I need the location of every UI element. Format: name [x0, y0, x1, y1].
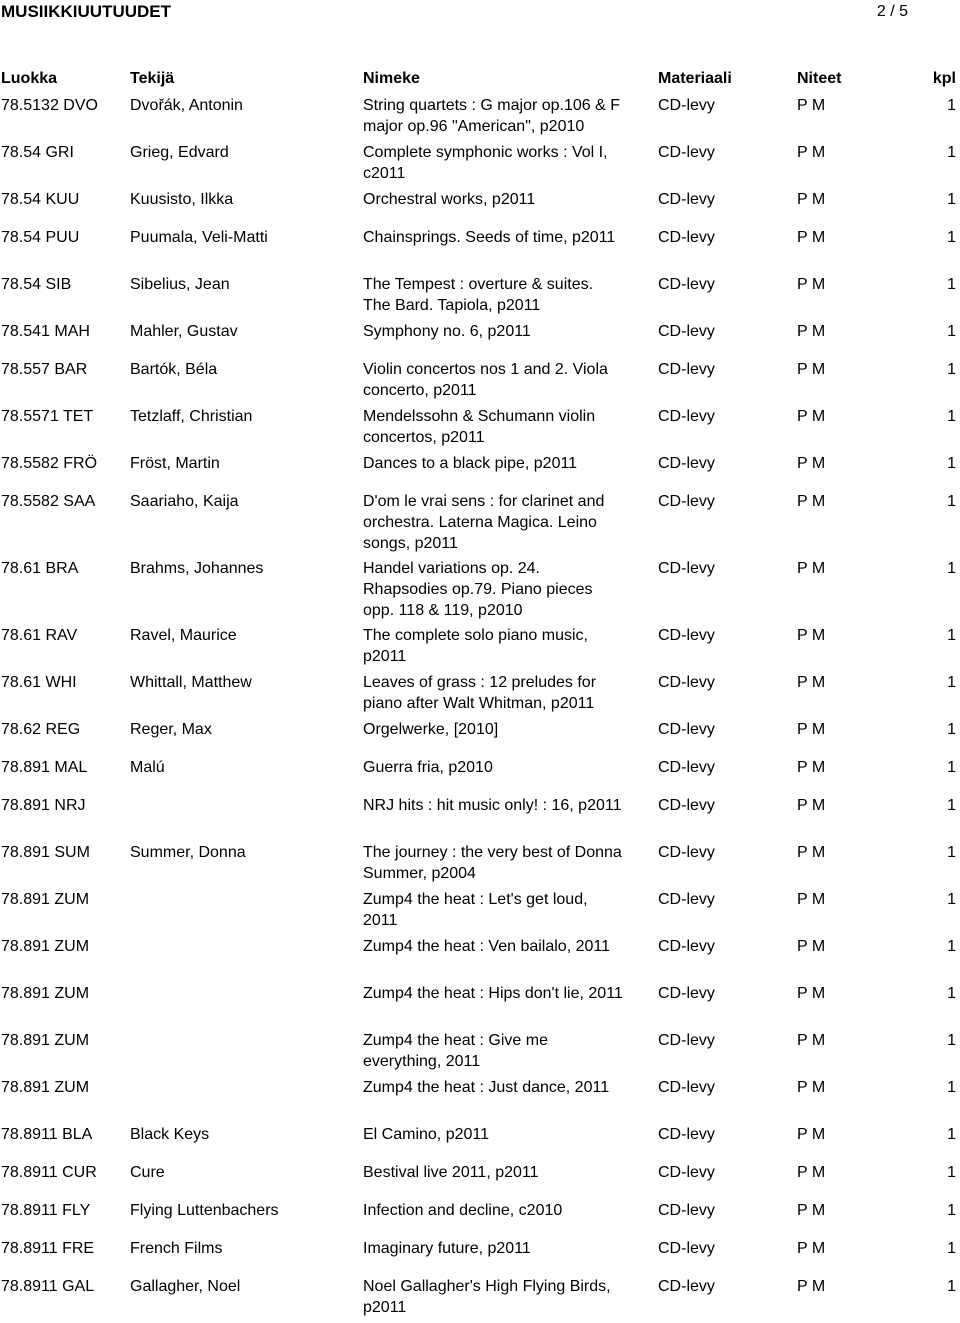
- cell-niteet: P M: [797, 229, 826, 246]
- cell-nimeke: Zump4 the heat : Let's get loud, 2011: [363, 891, 588, 929]
- cell-nimeke: Chainsprings. Seeds of time, p2011: [363, 229, 616, 246]
- cell-materiaali: CD-levy: [658, 1240, 715, 1257]
- cell-tekija: Kuusisto, Ilkka: [130, 191, 234, 208]
- cell-materiaali: CD-levy: [658, 627, 715, 644]
- cell-luokka: 78.891 ZUM: [1, 985, 90, 1002]
- cell-luokka: 78.8911 BLA: [1, 1126, 93, 1143]
- cell-materiaali: CD-levy: [658, 493, 715, 510]
- table-row: [0, 842, 960, 889]
- cell-luokka: 78.8911 FLY: [1, 1202, 91, 1219]
- cell-kpl: 1: [947, 455, 956, 472]
- cell-luokka: 78.891 SUM: [1, 844, 90, 861]
- column-header-luokka: Luokka: [1, 70, 58, 87]
- cell-niteet: P M: [797, 721, 826, 738]
- cell-materiaali: CD-levy: [658, 985, 715, 1002]
- cell-kpl: 1: [947, 1032, 956, 1049]
- cell-luokka: 78.891 NRJ: [1, 797, 86, 814]
- column-header-nimeke: Nimeke: [363, 70, 420, 87]
- cell-nimeke: Noel Gallagher's High Flying Birds, p2011: [363, 1278, 611, 1316]
- cell-tekija: Whittall, Matthew: [130, 674, 252, 691]
- table-row: [0, 189, 960, 227]
- table-row: [0, 1276, 960, 1323]
- cell-luokka: 78.54 KUU: [1, 191, 80, 208]
- cell-niteet: P M: [797, 361, 826, 378]
- cell-nimeke: Zump4 the heat : Give me everything, 2011: [363, 1032, 548, 1070]
- cell-tekija: Black Keys: [130, 1126, 210, 1143]
- cell-kpl: 1: [947, 985, 956, 1002]
- cell-materiaali: CD-levy: [658, 560, 715, 577]
- cell-nimeke: El Camino, p2011: [363, 1126, 489, 1143]
- column-header-kpl: kpl: [932, 70, 956, 87]
- table-row: [0, 95, 960, 142]
- cell-nimeke: The complete solo piano music, p2011: [363, 627, 588, 665]
- cell-tekija: Reger, Max: [130, 721, 212, 738]
- cell-tekija: Dvořák, Antonin: [130, 97, 243, 114]
- cell-materiaali: CD-levy: [658, 1164, 715, 1181]
- cell-kpl: 1: [947, 797, 956, 814]
- cell-tekija: Grieg, Edvard: [130, 144, 229, 161]
- cell-materiaali: CD-levy: [658, 1278, 715, 1295]
- cell-materiaali: CD-levy: [658, 1079, 715, 1096]
- cell-nimeke: Guerra fria, p2010: [363, 759, 493, 776]
- cell-materiaali: CD-levy: [658, 323, 715, 340]
- cell-niteet: P M: [797, 1240, 826, 1257]
- cell-kpl: 1: [947, 1126, 956, 1143]
- cell-nimeke: Zump4 the heat : Ven bailalo, 2011: [363, 938, 610, 955]
- cell-nimeke: Symphony no. 6, p2011: [363, 323, 531, 340]
- cell-luokka: 78.61 BRA: [1, 560, 79, 577]
- cell-luokka: 78.8911 FRE: [1, 1240, 95, 1257]
- cell-niteet: P M: [797, 1032, 826, 1049]
- table-row: [0, 1077, 960, 1124]
- cell-niteet: P M: [797, 674, 826, 691]
- cell-luokka: 78.891 ZUM: [1, 1032, 90, 1049]
- cell-materiaali: CD-levy: [658, 759, 715, 776]
- cell-nimeke: Orchestral works, p2011: [363, 191, 536, 208]
- cell-materiaali: CD-levy: [658, 674, 715, 691]
- cell-kpl: 1: [947, 938, 956, 955]
- cell-nimeke: Handel variations op. 24. Rhapsodies op.79. Piano pieces opp. 118 & 119, p2010: [363, 560, 593, 619]
- cell-tekija: Bartók, Béla: [130, 361, 218, 378]
- cell-luokka: 78.8911 CUR: [1, 1164, 97, 1181]
- cell-nimeke: The Tempest : overture & suites. The Bard. Tapiola, p2011: [363, 276, 594, 314]
- cell-niteet: P M: [797, 191, 826, 208]
- cell-kpl: 1: [947, 560, 956, 577]
- cell-niteet: P M: [797, 1278, 826, 1295]
- cell-nimeke: Leaves of grass : 12 preludes for piano after Walt Whitman, p2011: [363, 674, 597, 712]
- cell-kpl: 1: [947, 1202, 956, 1219]
- table-row: [0, 936, 960, 983]
- cell-tekija: Gallagher, Noel: [130, 1278, 241, 1295]
- cell-luokka: 78.891 ZUM: [1, 1079, 90, 1096]
- table-row: [0, 672, 960, 719]
- cell-luokka: 78.5132 DVO: [1, 97, 98, 114]
- table-row: [0, 359, 960, 406]
- cell-nimeke: Orgelwerke, [2010]: [363, 721, 499, 738]
- cell-materiaali: CD-levy: [658, 191, 715, 208]
- table-row: [0, 227, 960, 274]
- table-row: [0, 1162, 960, 1200]
- cell-niteet: P M: [797, 276, 826, 293]
- cell-tekija: Brahms, Johannes: [130, 560, 264, 577]
- cell-nimeke: Imaginary future, p2011: [363, 1240, 531, 1257]
- cell-nimeke: Zump4 the heat : Hips don't lie, 2011: [363, 985, 623, 1002]
- cell-nimeke: Mendelssohn & Schumann violin concertos, p2011: [363, 408, 596, 446]
- cell-niteet: P M: [797, 323, 826, 340]
- cell-niteet: P M: [797, 797, 826, 814]
- cell-luokka: 78.891 ZUM: [1, 891, 90, 908]
- cell-nimeke: Bestival live 2011, p2011: [363, 1164, 539, 1181]
- cell-niteet: P M: [797, 844, 826, 861]
- cell-luokka: 78.541 MAH: [1, 323, 90, 340]
- cell-niteet: P M: [797, 493, 826, 510]
- cell-tekija: Sibelius, Jean: [130, 276, 230, 293]
- cell-niteet: P M: [797, 985, 826, 1002]
- table-body: [0, 95, 960, 1323]
- cell-tekija: Puumala, Veli-Matti: [130, 229, 268, 246]
- cell-materiaali: CD-levy: [658, 844, 715, 861]
- cell-materiaali: CD-levy: [658, 1032, 715, 1049]
- cell-tekija: Tetzlaff, Christian: [130, 408, 253, 425]
- cell-niteet: P M: [797, 759, 826, 776]
- cell-kpl: 1: [947, 1079, 956, 1096]
- cell-niteet: P M: [797, 938, 826, 955]
- cell-tekija: Malú: [130, 759, 165, 776]
- cell-nimeke: Complete symphonic works : Vol I, c2011: [363, 144, 608, 182]
- table-row: [0, 889, 960, 936]
- cell-luokka: 78.54 SIB: [1, 276, 72, 293]
- cell-luokka: 78.891 ZUM: [1, 938, 90, 955]
- table-row: [0, 274, 960, 321]
- cell-luokka: 78.62 REG: [1, 721, 81, 738]
- cell-materiaali: CD-levy: [658, 721, 715, 738]
- table-row: [0, 491, 960, 558]
- cell-luokka: 78.8911 GAL: [1, 1278, 95, 1295]
- column-header-materiaali: Materiaali: [658, 70, 732, 87]
- table-row: [0, 406, 960, 453]
- cell-tekija: Summer, Donna: [130, 844, 246, 861]
- cell-kpl: 1: [947, 361, 956, 378]
- cell-niteet: P M: [797, 891, 826, 908]
- table-row: [0, 1200, 960, 1238]
- table-row: [0, 625, 960, 672]
- cell-luokka: 78.891 MAL: [1, 759, 88, 776]
- cell-luokka: 78.5582 SAA: [1, 493, 96, 510]
- cell-tekija: Saariaho, Kaija: [130, 493, 239, 510]
- cell-kpl: 1: [947, 1278, 956, 1295]
- cell-tekija: Flying Luttenbachers: [130, 1202, 279, 1219]
- table-row: [0, 321, 960, 359]
- table-row: [0, 1124, 960, 1162]
- table-header: [0, 68, 960, 89]
- cell-tekija: French Films: [130, 1240, 223, 1257]
- cell-luokka: 78.5582 FRÖ: [1, 455, 98, 472]
- cell-kpl: 1: [947, 323, 956, 340]
- cell-luokka: 78.557 BAR: [1, 361, 88, 378]
- column-header-tekija: Tekijä: [130, 70, 175, 87]
- cell-nimeke: The journey : the very best of Donna Summer, p2004: [363, 844, 622, 882]
- table-row: [0, 1238, 960, 1276]
- table-row: [0, 1030, 960, 1077]
- cell-materiaali: CD-levy: [658, 938, 715, 955]
- cell-kpl: 1: [947, 276, 956, 293]
- table-row: [0, 983, 960, 1030]
- cell-kpl: 1: [947, 844, 956, 861]
- cell-nimeke: NRJ hits : hit music only! : 16, p2011: [363, 797, 622, 814]
- cell-nimeke: Dances to a black pipe, p2011: [363, 455, 578, 472]
- table-row: [0, 757, 960, 795]
- cell-tekija: Cure: [130, 1164, 165, 1181]
- cell-kpl: 1: [947, 191, 956, 208]
- cell-tekija: Mahler, Gustav: [130, 323, 238, 340]
- cell-kpl: 1: [947, 144, 956, 161]
- table-row: [0, 453, 960, 491]
- cell-kpl: 1: [947, 891, 956, 908]
- cell-luokka: 78.61 RAV: [1, 627, 78, 644]
- cell-materiaali: CD-levy: [658, 797, 715, 814]
- cell-tekija: Ravel, Maurice: [130, 627, 237, 644]
- cell-luokka: 78.5571 TET: [1, 408, 94, 425]
- cell-materiaali: CD-levy: [658, 408, 715, 425]
- cell-nimeke: Violin concertos nos 1 and 2. Viola concerto, p2011: [363, 361, 608, 399]
- table-row: [0, 142, 960, 189]
- cell-luokka: 78.61 WHI: [1, 674, 77, 691]
- cell-niteet: P M: [797, 455, 826, 472]
- cell-nimeke: Zump4 the heat : Just dance, 2011: [363, 1079, 610, 1096]
- cell-nimeke: D'om le vrai sens : for clarinet and orchestra. Laterna Magica. Leino songs, p2011: [363, 493, 605, 552]
- cell-niteet: P M: [797, 627, 826, 644]
- cell-niteet: P M: [797, 560, 826, 577]
- cell-kpl: 1: [947, 97, 956, 114]
- cell-materiaali: CD-levy: [658, 1126, 715, 1143]
- cell-kpl: 1: [947, 627, 956, 644]
- table-row: [0, 558, 960, 625]
- table-row: [0, 719, 960, 757]
- cell-kpl: 1: [947, 229, 956, 246]
- cell-kpl: 1: [947, 1240, 956, 1257]
- cell-materiaali: CD-levy: [658, 455, 715, 472]
- cell-niteet: P M: [797, 408, 826, 425]
- cell-niteet: P M: [797, 97, 826, 114]
- cell-materiaali: CD-levy: [658, 276, 715, 293]
- cell-niteet: P M: [797, 1126, 826, 1143]
- cell-materiaali: CD-levy: [658, 361, 715, 378]
- cell-kpl: 1: [947, 493, 956, 510]
- cell-niteet: P M: [797, 1164, 826, 1181]
- cell-materiaali: CD-levy: [658, 891, 715, 908]
- cell-niteet: P M: [797, 1202, 826, 1219]
- cell-kpl: 1: [947, 1164, 956, 1181]
- column-header-niteet: Niteet: [797, 70, 842, 87]
- page-number: 2 / 5: [876, 3, 908, 20]
- cell-luokka: 78.54 PUU: [1, 229, 80, 246]
- cell-kpl: 1: [947, 759, 956, 776]
- cell-materiaali: CD-levy: [658, 229, 715, 246]
- page-title: MUSIIKKIUUTUUDET: [1, 2, 171, 21]
- cell-nimeke: Infection and decline, c2010: [363, 1202, 563, 1219]
- cell-materiaali: CD-levy: [658, 97, 715, 114]
- cell-niteet: P M: [797, 1079, 826, 1096]
- cell-luokka: 78.54 GRI: [1, 144, 74, 161]
- cell-kpl: 1: [947, 721, 956, 738]
- cell-materiaali: CD-levy: [658, 144, 715, 161]
- cell-nimeke: String quartets : G major op.106 & F major op.96 "American", p2010: [363, 97, 621, 135]
- cell-materiaali: CD-levy: [658, 1202, 715, 1219]
- cell-tekija: Fröst, Martin: [130, 455, 220, 472]
- table-row: [0, 795, 960, 842]
- cell-niteet: P M: [797, 144, 826, 161]
- cell-kpl: 1: [947, 408, 956, 425]
- cell-kpl: 1: [947, 674, 956, 691]
